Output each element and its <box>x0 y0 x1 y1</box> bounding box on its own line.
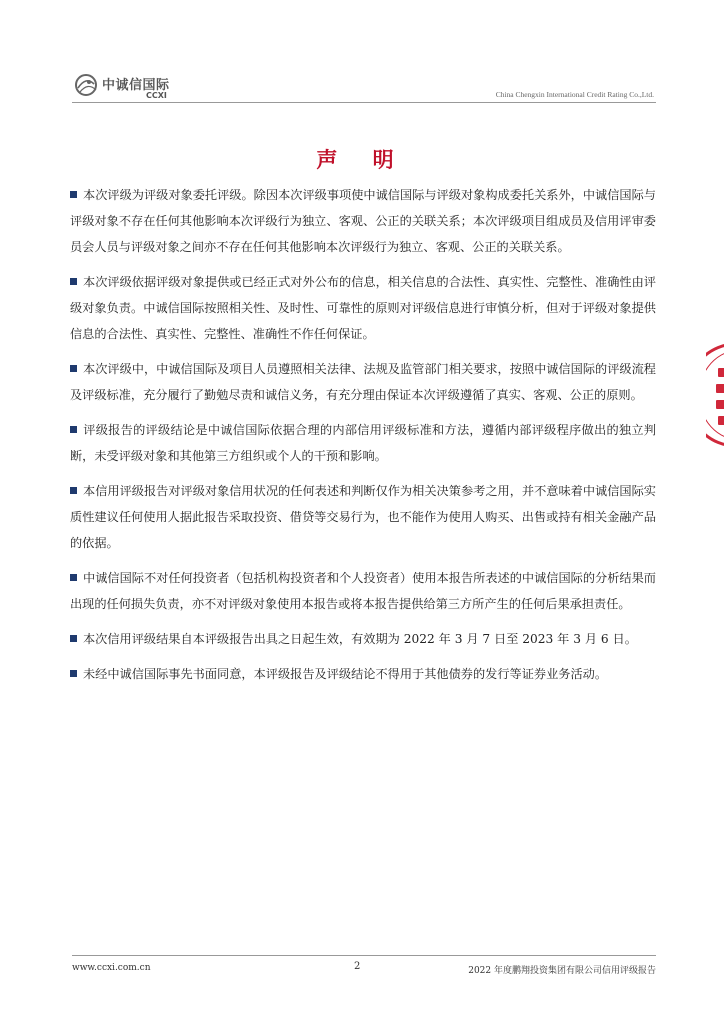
red-seal-stamp <box>706 340 724 450</box>
statement-text: 本次评级依据评级对象提供或已经正式对外公布的信息，相关信息的合法性、真实性、完整性、准确性由评级对象负责。中诚信国际按照相关性、及时性、可靠性的原则对评级信息进行审慎分析，但对于评级对象提供信息的合法性、真实性、完整性、准确性不作任何保证。 <box>70 275 656 341</box>
statement-item <box>70 417 656 469</box>
ccxi-logo <box>72 72 182 102</box>
statement-text: 未经中诚信国际事先书面同意，本评级报告及评级结论不得用于其他债券的发行等证券业务活动。 <box>83 667 608 681</box>
footer-report-title: 2022 年度鹏翔投资集团有限公司信用评级报告 <box>468 966 656 976</box>
header-divider <box>72 102 656 103</box>
company-english-name: China Chengxin International Credit Rating Co.,Ltd. <box>495 90 654 99</box>
square-bullet-icon <box>70 635 77 642</box>
footer-website: www.ccxi.com.cn <box>72 963 151 973</box>
statement-text: 本次信用评级结果自本评级报告出具之日起生效，有效期为 2022 年 3 月 7 日至 2023 年 3 月 6 日。 <box>83 632 637 646</box>
statement-item <box>70 661 656 687</box>
statement-item <box>70 182 656 260</box>
statement-text: 本次评级中，中诚信国际及项目人员遵照相关法律、法规及监管部门相关要求，按照中诚信国际的评级流程及评级标准，充分履行了勤勉尽责和诚信义务，有充分理由保证本次评级遵循了真实、客观、公正的原则。 <box>70 362 656 402</box>
square-bullet-icon <box>70 365 77 372</box>
statement-text: 中诚信国际不对任何投资者（包括机构投资者和个人投资者）使用本报告所表述的中诚信国际的分析结果而出现的任何损失负责，亦不对评级对象使用本报告或将本报告提供给第三方所产生的任何后果承担责任。 <box>70 571 656 611</box>
statement-text: 本次评级为评级对象委托评级。除因本次评级事项使中诚信国际与评级对象构成委托关系外，中诚信国际与评级对象不存在任何其他影响本次评级行为独立、客观、公正的关联关系；本次评级项目组成员及信用评审委员会人员与评级对象之间亦不存在任何其他影响本次评级行为独立、客观、公正的关联关系。 <box>70 188 656 254</box>
square-bullet-icon <box>70 426 77 433</box>
statement-item <box>70 565 656 617</box>
statement-list <box>70 182 656 696</box>
page-title: 声 明 <box>316 148 408 172</box>
square-bullet-icon <box>70 191 77 198</box>
page-number: 2 <box>354 961 361 972</box>
footer-divider <box>72 955 656 956</box>
statement-text: 本信用评级报告对评级对象信用状况的任何表述和判断仅作为相关决策参考之用，并不意味着中诚信国际实质性建议任何使用人据此报告采取投资、借贷等交易行为，也不能作为使用人购买、出售或持有相关金融产品的依据。 <box>70 484 656 550</box>
square-bullet-icon <box>70 574 77 581</box>
page-header <box>72 72 656 102</box>
ccxi-logo-icon <box>72 72 102 100</box>
logo-subtext: CCXI <box>146 91 167 100</box>
statement-item <box>70 478 656 556</box>
statement-item <box>70 269 656 347</box>
square-bullet-icon <box>70 278 77 285</box>
logo-text: 中诚信国际 <box>102 78 170 93</box>
square-bullet-icon <box>70 487 77 494</box>
statement-item <box>70 626 656 652</box>
square-bullet-icon <box>70 670 77 677</box>
statement-text: 评级报告的评级结论是中诚信国际依据合理的内部信用评级标准和方法，遵循内部评级程序做出的独立判断，未受评级对象和其他第三方组织或个人的干预和影响。 <box>70 423 656 463</box>
statement-item <box>70 356 656 408</box>
